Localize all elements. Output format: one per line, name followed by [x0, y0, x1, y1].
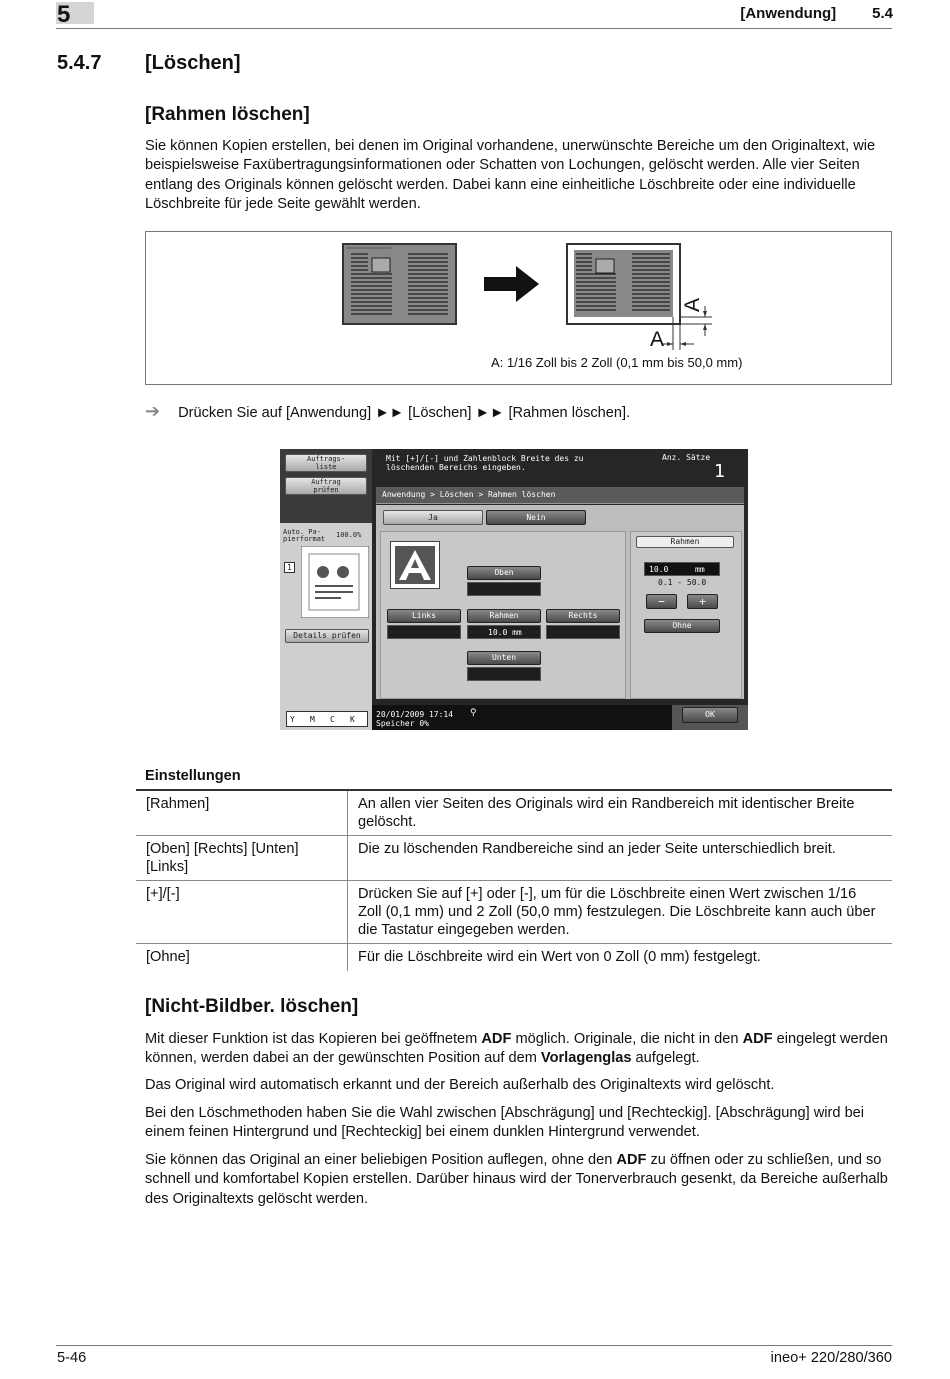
table-row: [136, 836, 892, 881]
chapter-number: 5: [57, 1, 71, 28]
control-panel-screen: [280, 449, 748, 730]
setting-description: An allen vier Seiten des Originals wird ein Randbereich mit identischer Breite gelöscht.: [348, 790, 893, 836]
text-run: aufgelegt.: [631, 1050, 700, 1067]
dimension-label-bottom: A: [650, 328, 665, 351]
header-section-title: [Anwendung]: [740, 5, 837, 22]
top-field: [467, 582, 541, 596]
toner-m: M: [310, 715, 315, 724]
non-image-paragraph-4: [145, 1151, 895, 1209]
setting-description: Drücken Sie auf [+] oder [-], um für die Löschbreite einen Wert zwischen 1/16 Zoll (0,1 mm) und 2 Zoll (50,0 mm) festzulegen. Die Löschbreite kann auch über die Tastatur eingegeben werden.: [348, 881, 893, 944]
section-number: 5.4.7: [57, 52, 102, 74]
product-name: ineo+ 220/280/360: [770, 1350, 892, 1366]
figure-caption: A: 1/16 Zoll bis 2 Zoll (0,1 mm bis 50,0 mm): [491, 355, 743, 370]
non-image-paragraph-1: [145, 1030, 895, 1069]
text-run: Sie können das Original an einer beliebigen Position auflegen, ohne den: [145, 1152, 617, 1168]
dimension-label-side: A: [681, 297, 704, 312]
non-image-paragraph-2: Das Original wird automatisch erkannt und der Bereich außerhalb des Originaltexts wird gelöscht.: [145, 1077, 775, 1093]
value-range: 0.1 - 50.0: [658, 578, 707, 587]
toner-indicator: [286, 711, 368, 727]
page-number: 5-46: [57, 1350, 87, 1366]
section-title: [Löschen]: [145, 52, 241, 74]
toner-k: K: [350, 715, 355, 724]
details-button[interactable]: Details prüfen: [285, 629, 369, 643]
bottom-button[interactable]: Unten: [467, 651, 541, 665]
check-job-button[interactable]: Auftrag prüfen: [285, 477, 367, 495]
header-rule: [56, 28, 892, 29]
zoom-value: 100.0%: [336, 531, 362, 539]
right-button[interactable]: Rechts: [546, 609, 620, 623]
original-page-graphic: [343, 244, 456, 324]
plus-button[interactable]: +: [687, 594, 718, 609]
left-field: [387, 625, 461, 639]
rahmen-intro: Sie können Kopien erstellen, bei denen im Original vorhandene, unerwünschte Bereiche um den Originaltext, wie beispielsweise Faxübertragungsinformationen oder Schatten von Lochungen, gelöscht werden. Alle vier Seiten entlang des Originals können gelöscht werden. Dabei kann eine einheitliche Löschbreite oder eine individuelle Löschbreite für jede Seite gewählt werden.: [145, 138, 876, 212]
status-bar: [372, 705, 672, 730]
top-button[interactable]: Oben: [467, 566, 541, 580]
value-panel: [630, 531, 742, 699]
value-number: 10.0: [649, 565, 669, 574]
result-page-graphic: [567, 244, 712, 350]
rahmen-heading: [Rahmen löschen]: [145, 104, 310, 125]
copies-label: Anz. Sätze: [662, 453, 711, 462]
right-arrow-icon: [484, 266, 539, 302]
none-button[interactable]: Ohne: [644, 619, 720, 633]
erase-illustration: [146, 232, 890, 352]
value-unit: mm: [695, 565, 705, 574]
setting-name: [Rahmen]: [136, 790, 348, 836]
bottom-field: [467, 667, 541, 681]
left-button[interactable]: Links: [387, 609, 461, 623]
network-icon: ⚲: [470, 708, 477, 718]
memory-status: Speicher 0%: [376, 719, 429, 728]
copies-value: 1: [714, 461, 726, 482]
minus-button[interactable]: −: [646, 594, 677, 609]
settings-title: Einstellungen: [145, 768, 241, 784]
non-image-heading: [Nicht-Bildber. löschen]: [145, 996, 359, 1017]
text-run: Mit dieser Funktion ist das Kopieren bei geöffnetem: [145, 1031, 482, 1047]
setting-name: [Oben] [Rechts] [Unten] [Links]: [136, 836, 348, 881]
letter-a-icon: [391, 542, 439, 588]
screen-message: Mit [+]/[-] und Zahlenblock Breite des zu löschenden Bereichs eingeben.: [386, 454, 584, 472]
table-row: [136, 790, 892, 836]
table-row: [136, 881, 892, 944]
text-run-bold: ADF: [742, 1031, 773, 1047]
text-run: eingelegt werden können, werden dabei an der gewünschten Position auf dem: [145, 1031, 888, 1067]
step-text: Drücken Sie auf [Anwendung] ►► [Löschen] ►► [Rahmen löschen].: [178, 405, 631, 421]
frame-value: 10.0 mm: [488, 628, 522, 637]
text-run-bold: ADF: [616, 1152, 647, 1168]
setting-description: Die zu löschenden Randbereiche sind an jeder Seite unterschiedlich breit.: [348, 836, 893, 881]
value-panel-title: Rahmen: [636, 536, 734, 548]
frame-button[interactable]: Rahmen: [467, 609, 541, 623]
date-time: 20/01/2009 17:14: [376, 710, 454, 719]
tray-indicator: 1: [284, 562, 295, 573]
text-run-bold: ADF: [481, 1031, 512, 1047]
header-section-number: 5.4: [872, 5, 893, 22]
copy-preview-icon: [301, 546, 369, 618]
breadcrumb: Anwendung > Löschen > Rahmen löschen: [382, 490, 556, 499]
text-run-bold: Vorlagenglas: [540, 1050, 632, 1067]
yes-button[interactable]: Ja: [383, 510, 483, 525]
non-image-paragraph-3: Bei den Löschmethoden haben Sie die Wahl zwischen [Abschrägung] und [Rechteckig]. [Abschrägung] wird bei einem feinen Hintergrund und [Rechteckig] bei einem dunklen Hintergrund verwendet.: [145, 1105, 865, 1141]
step-arrow-icon: ➔: [145, 401, 161, 421]
breadcrumb-bar: [376, 487, 744, 504]
settings-table: [136, 789, 892, 971]
auto-paper-label: Auto. Pa- pierformat: [283, 528, 326, 543]
setting-description: Für die Löschbreite wird ein Wert von 0 Zoll (0 mm) festgelegt.: [358, 949, 761, 966]
toner-y: Y: [290, 715, 295, 724]
right-field: [546, 625, 620, 639]
running-header: [704, 5, 893, 22]
frame-field: [467, 625, 541, 639]
text-run: zu öffnen oder zu schließen, und so schnell und komfortabel Kopien erstellen. Darüber hinaus wird der Tonerverbrauch gesenkt, da Bereiche außerhalb des Originaltexts gelöscht werden.: [145, 1152, 888, 1207]
setting-name: [+]/[-]: [136, 881, 348, 944]
no-button[interactable]: Nein: [486, 510, 586, 525]
instruction-step: [145, 401, 630, 422]
toner-c: C: [330, 715, 335, 724]
original-letter-icon: [390, 541, 440, 589]
setting-name: [Ohne]: [136, 944, 348, 971]
ok-button[interactable]: OK: [682, 707, 738, 723]
footer-rule: [56, 1345, 892, 1346]
job-list-button[interactable]: Auftrags- liste: [285, 454, 367, 472]
text-run: möglich. Originale, die nicht in den: [511, 1031, 743, 1047]
value-input[interactable]: [644, 562, 720, 576]
table-row: [136, 944, 892, 971]
